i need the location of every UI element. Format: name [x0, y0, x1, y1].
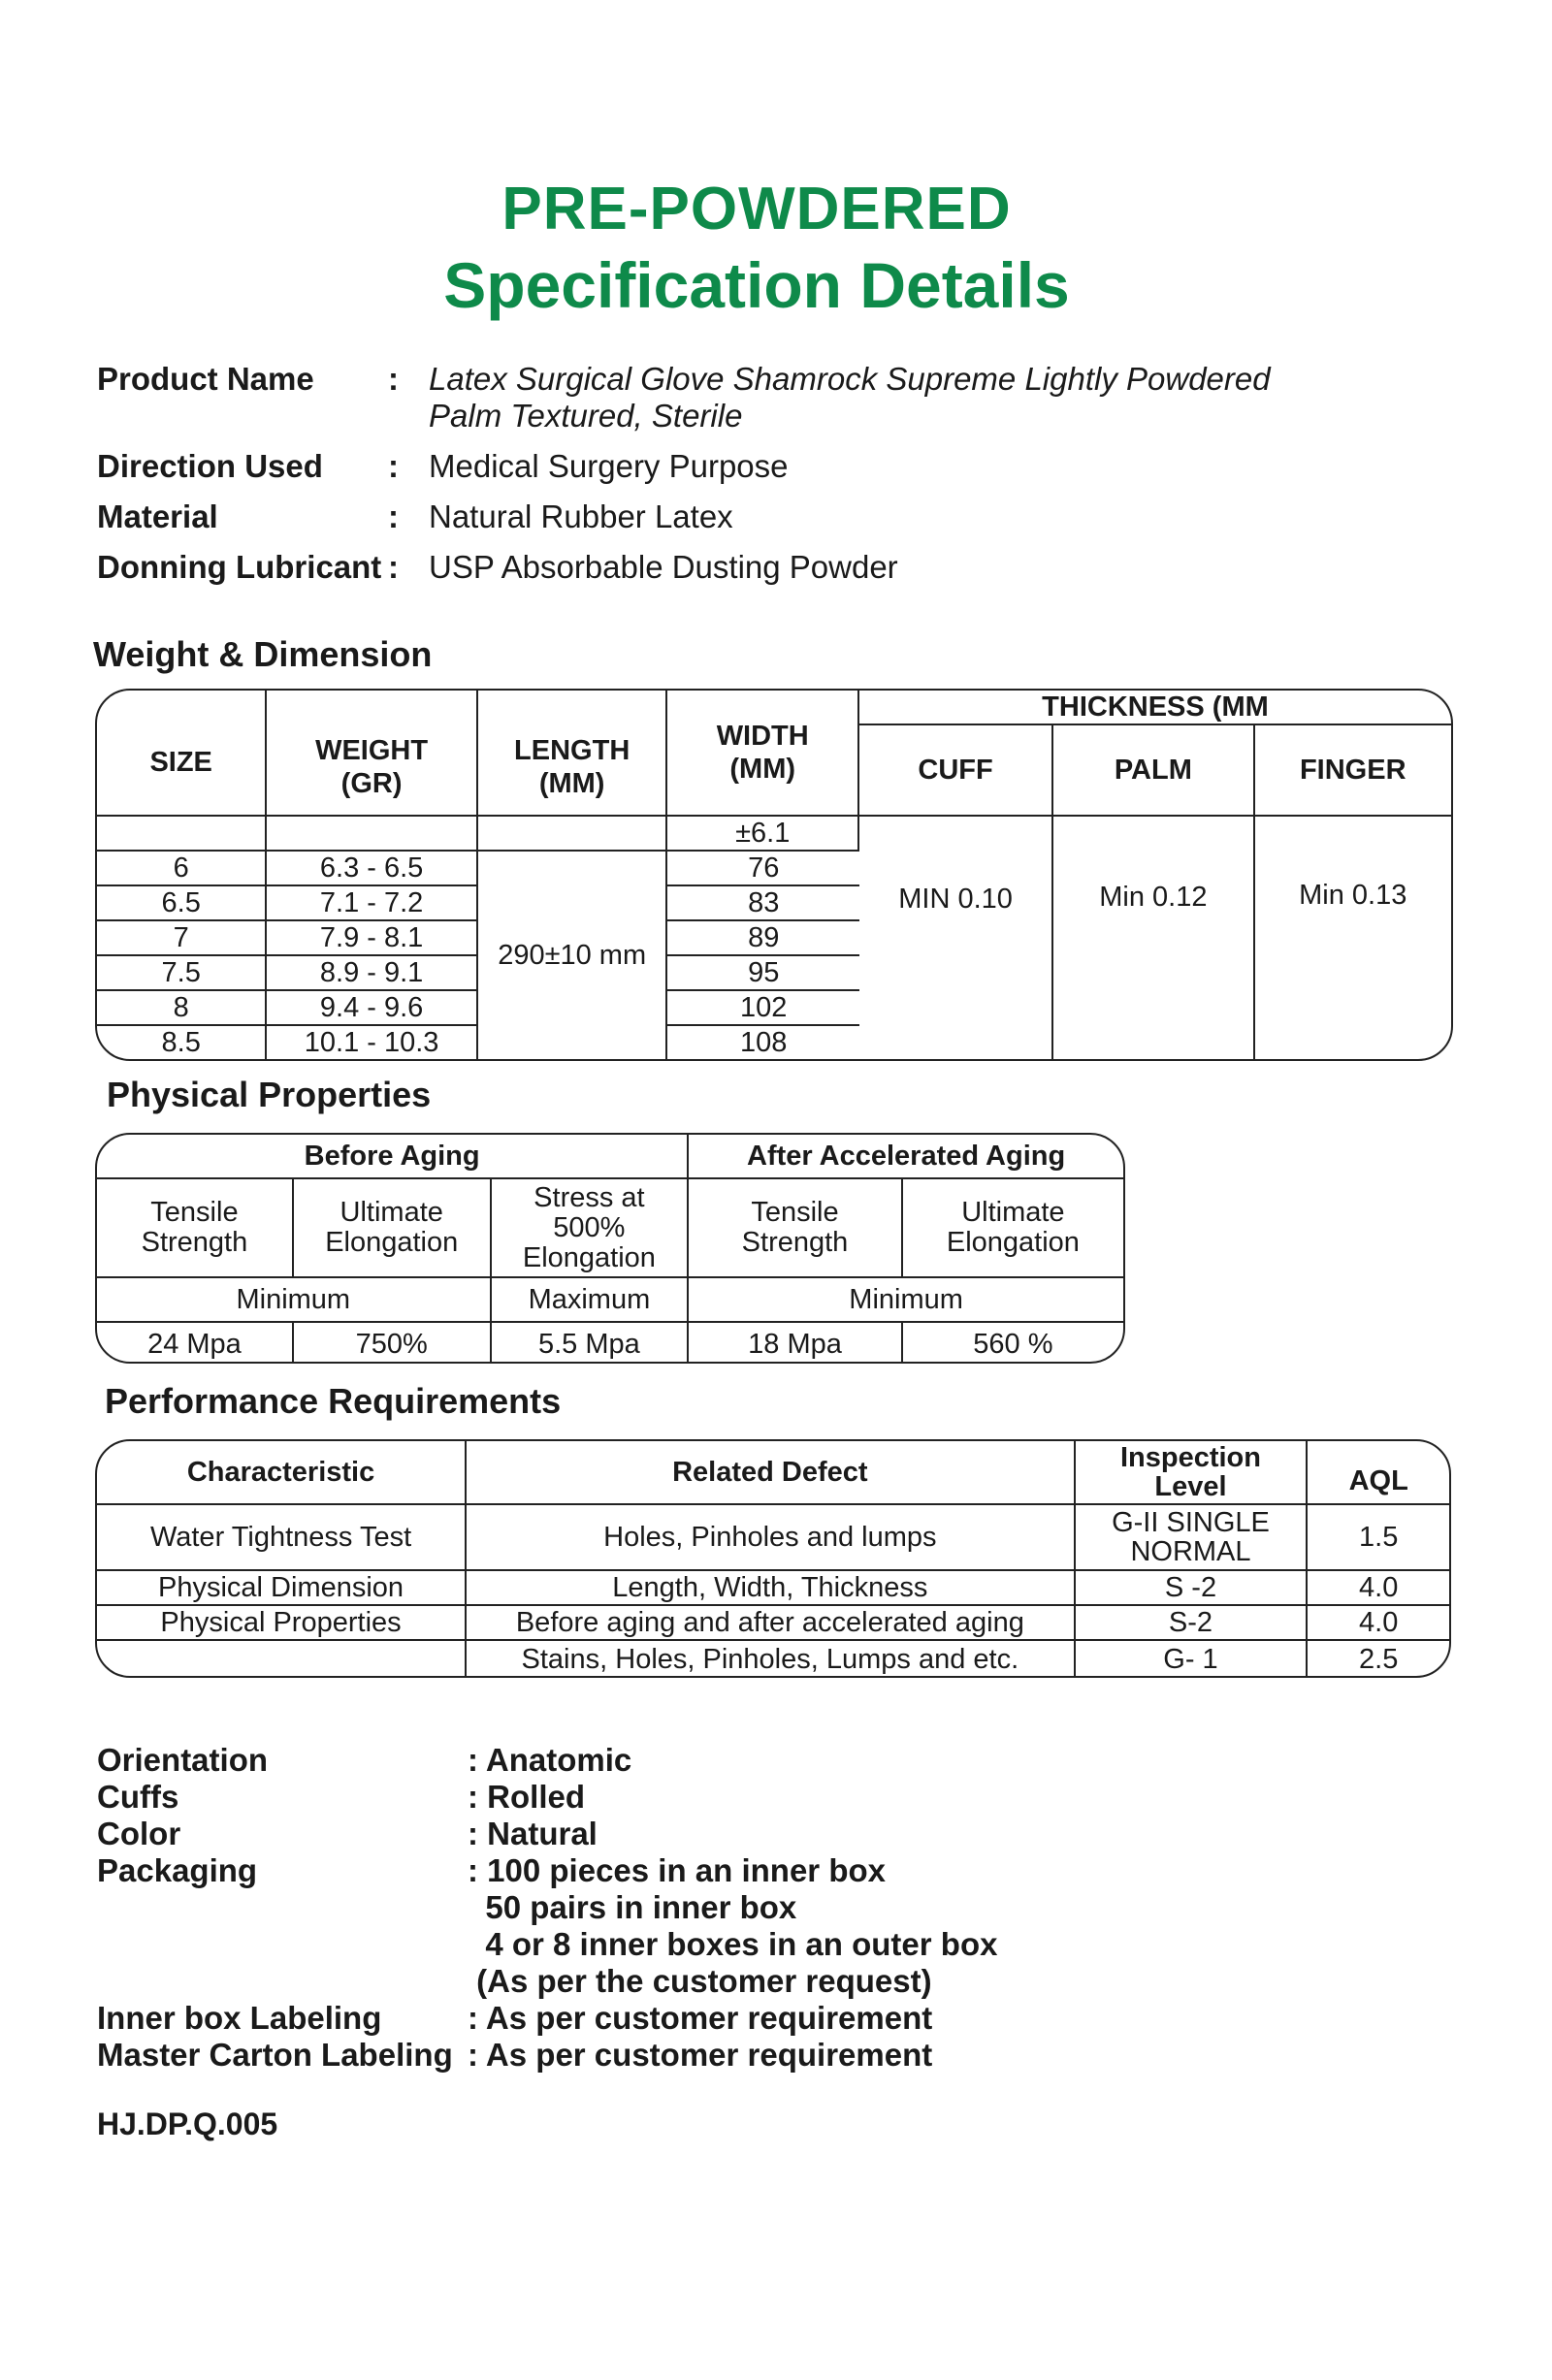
size-cell: 7 [97, 921, 267, 956]
col-stress-500: Stress at 500% Elongation [492, 1179, 690, 1278]
col-ultimate-elongation-after: Ultimate Elongation [903, 1179, 1123, 1278]
spec-row-packaging-2 [97, 1889, 1261, 1926]
header-finger: FINGER [1255, 725, 1452, 817]
info-label: Material [97, 499, 218, 534]
col-tensile-strength: Tensile Strength [97, 1179, 294, 1278]
product-info [97, 361, 1416, 599]
weight-cell: 7.1 - 7.2 [267, 886, 477, 921]
spec-value: (As per the customer request) [468, 1963, 932, 1999]
col-tensile-strength-after: Tensile Strength [689, 1179, 903, 1278]
row-defect: Length, Width, Thickness [467, 1571, 1076, 1606]
info-label: Direction Used [97, 448, 323, 484]
header-palm: PALM [1053, 725, 1254, 817]
weight-cell: 7.9 - 8.1 [267, 921, 477, 956]
header-related-defect: Related Defect [467, 1441, 1076, 1505]
page-subtitle: Specification Details [443, 249, 1070, 321]
spec-value: : As per customer requirement [468, 2037, 933, 2073]
width-cell: 102 [667, 991, 858, 1026]
value-tensile-after: 18 Mpa [689, 1323, 903, 1364]
info-value: Natural Rubber Latex [429, 499, 733, 534]
spec-value: : 100 pieces in an inner box [468, 1852, 886, 1888]
weight-cell: 9.4 - 9.6 [267, 991, 477, 1026]
row-aql: 4.0 [1308, 1571, 1449, 1606]
length-value: 290±10 mm [478, 852, 668, 1059]
spec-label: Packaging [97, 1852, 258, 1888]
spec-value: : Anatomic [468, 1742, 632, 1778]
spec-list [97, 1742, 1261, 2074]
header-length: LENGTH (MM) [478, 691, 668, 817]
spec-value: 4 or 8 inner boxes in an outer box [468, 1926, 998, 1962]
info-row-donning-lubricant [97, 549, 1416, 586]
spec-row-cuffs [97, 1779, 1261, 1816]
header-aql: AQL [1308, 1441, 1449, 1505]
header-width: WIDTH (MM) [667, 691, 858, 817]
width-cell: 89 [667, 921, 858, 956]
spec-label: Master Carton Labeling [97, 2037, 453, 2073]
width-cell: 83 [667, 886, 858, 921]
spec-row-color [97, 1816, 1261, 1852]
size-cell: 7.5 [97, 956, 267, 991]
spec-row-orientation [97, 1742, 1261, 1779]
row-inspection: S -2 [1076, 1571, 1309, 1606]
info-sep: : [388, 499, 399, 534]
row-aql: 2.5 [1359, 1644, 1399, 1675]
header-before-aging: Before Aging [97, 1135, 689, 1179]
spec-label [97, 1926, 468, 1963]
row-defect: Before aging and after accelerated aging [467, 1606, 1076, 1641]
row-characteristic [97, 1641, 467, 1678]
weight-cell: 10.1 - 10.3 [267, 1026, 477, 1059]
spec-row-packaging [97, 1852, 1261, 1889]
info-row-product-name [97, 361, 1416, 434]
info-value: USP Absorbable Dusting Powder [429, 549, 898, 585]
width-cell: 76 [667, 852, 858, 886]
section-heading-physical-properties: Physical Properties [107, 1075, 432, 1114]
info-value-line2: Palm Textured, Sterile [429, 398, 743, 434]
value-elongation-after: 560 % [973, 1328, 1053, 1360]
spec-value: : Natural [468, 1816, 598, 1851]
width-cell: 95 [667, 956, 858, 991]
spec-label: Color [97, 1816, 181, 1851]
spec-value: : Rolled [468, 1779, 585, 1815]
row-characteristic: Physical Dimension [97, 1571, 467, 1606]
spec-row-packaging-3 [97, 1926, 1261, 1963]
header-size: SIZE [97, 691, 267, 817]
row-defect: Stains, Holes, Pinholes, Lumps and etc. [467, 1641, 1076, 1678]
cuff-value: MIN 0.10 [859, 817, 1053, 1059]
spec-label: Cuffs [97, 1779, 179, 1815]
info-value-line1: Latex Surgical Glove Shamrock Supreme Lightly Powdered [429, 361, 1271, 397]
header-inspection-level: Inspection Level [1076, 1441, 1309, 1505]
info-value: Medical Surgery Purpose [429, 448, 789, 484]
palm-value: Min 0.12 [1053, 817, 1254, 1059]
spacer-cell [478, 817, 668, 852]
header-thickness: THICKNESS (MM [859, 691, 1451, 725]
limit-after-min: Minimum [689, 1278, 1123, 1323]
spacer-cell [97, 817, 267, 852]
weight-cell: 8.9 - 9.1 [267, 956, 477, 991]
header-cuff: CUFF [859, 725, 1053, 817]
spec-label: Orientation [97, 1742, 269, 1778]
value-stress-before: 5.5 Mpa [492, 1323, 690, 1364]
limit-before-min: Minimum [97, 1278, 492, 1323]
spec-value: : As per customer requirement [468, 2000, 933, 2036]
section-heading-weight-dimension: Weight & Dimension [93, 634, 433, 674]
info-row-material [97, 499, 1416, 535]
header-after-aging: After Accelerated Aging [689, 1135, 1123, 1179]
weight-cell: 6.3 - 6.5 [267, 852, 477, 886]
weight-dimension-table [95, 689, 1453, 1061]
spec-row-inner-box-labeling [97, 2000, 1261, 2037]
row-characteristic: Water Tightness Test [97, 1505, 467, 1571]
page-title: PRE-POWDERED [501, 176, 1012, 242]
size-cell: 6 [97, 852, 267, 886]
row-aql: 1.5 [1308, 1505, 1449, 1571]
size-cell: 6.5 [97, 886, 267, 921]
spec-row-packaging-4 [97, 1963, 1261, 2000]
size-cell: 8.5 [97, 1026, 267, 1059]
performance-table [95, 1439, 1451, 1678]
width-cell: 108 [740, 1026, 788, 1058]
finger-value: Min 0.13 [1299, 879, 1407, 911]
info-sep: : [388, 549, 399, 585]
spacer-cell [267, 817, 477, 852]
value-tensile-before: 24 Mpa [97, 1323, 294, 1364]
row-aql: 4.0 [1308, 1606, 1449, 1641]
row-inspection: G-II SINGLE NORMAL [1076, 1505, 1309, 1571]
info-value [429, 361, 1416, 434]
limit-before-max: Maximum [492, 1278, 690, 1323]
spec-label [97, 1889, 468, 1926]
row-inspection: G- 1 [1076, 1641, 1309, 1678]
spec-value: 50 pairs in inner box [468, 1889, 797, 1925]
info-label: Donning Lubricant [97, 549, 382, 585]
header-weight: WEIGHT (GR) [267, 691, 477, 817]
width-tolerance: ±6.1 [667, 817, 858, 852]
info-row-direction-used [97, 448, 1416, 485]
spec-label: Inner box Labeling [97, 2000, 382, 2036]
size-cell: 8 [97, 991, 267, 1026]
info-sep: : [388, 448, 399, 484]
spec-row-master-carton-labeling [97, 2037, 1261, 2074]
header-characteristic: Characteristic [97, 1441, 467, 1505]
section-heading-performance: Performance Requirements [105, 1381, 562, 1421]
info-label: Product Name [97, 361, 314, 397]
row-inspection: S-2 [1076, 1606, 1309, 1641]
row-characteristic: Physical Properties [97, 1606, 467, 1641]
document-code: HJ.DP.Q.005 [97, 2107, 278, 2141]
row-defect: Holes, Pinholes and lumps [467, 1505, 1076, 1571]
info-sep: : [388, 361, 399, 397]
physical-properties-table [95, 1133, 1125, 1364]
spec-label [97, 1963, 468, 2000]
col-ultimate-elongation: Ultimate Elongation [294, 1179, 492, 1278]
value-elongation-before: 750% [294, 1323, 492, 1364]
